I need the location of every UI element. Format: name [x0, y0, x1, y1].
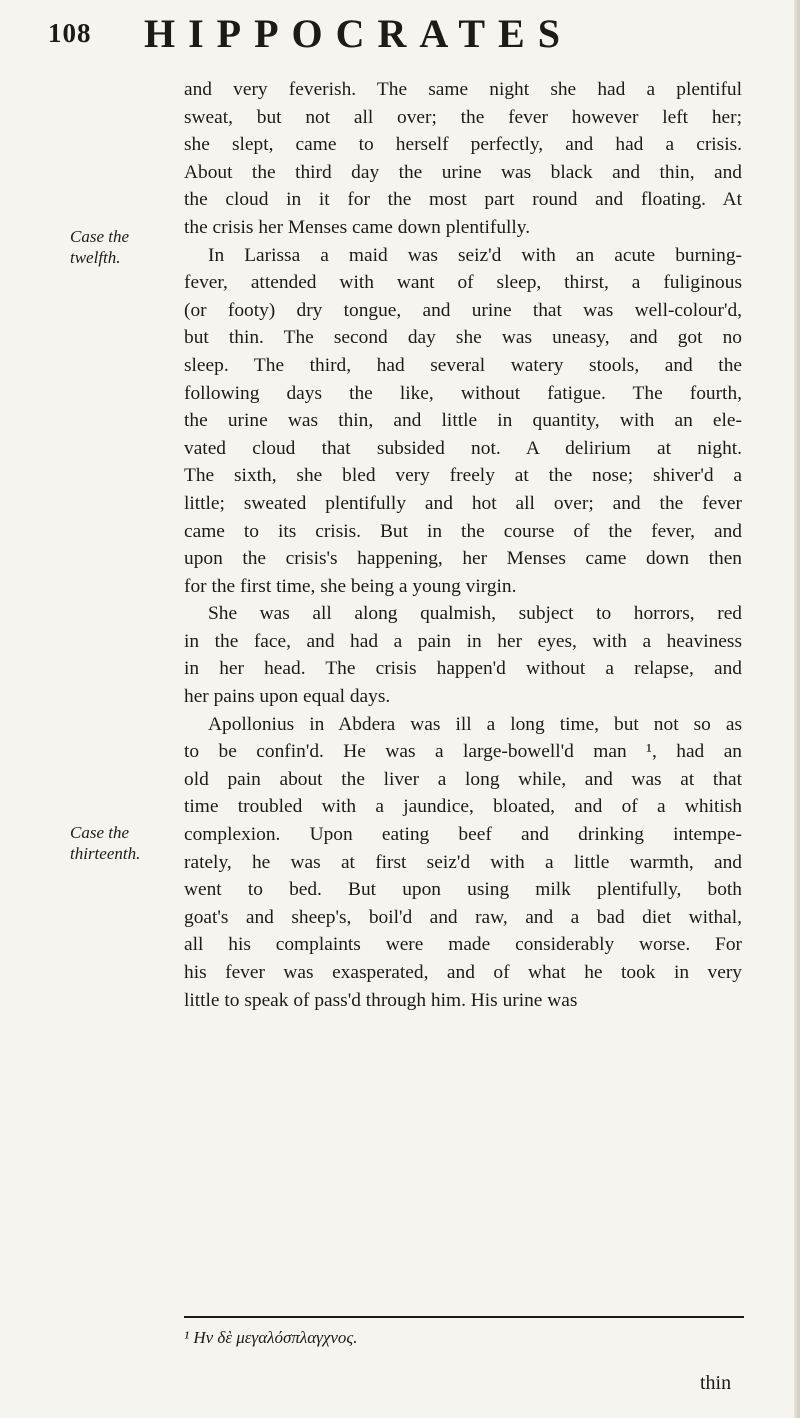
text-line: goat's and sheep's, boil'd and raw, and a bad diet withal, — [184, 906, 742, 928]
text-line: in the face, and had a pain in her eyes, with a heaviness — [184, 630, 742, 652]
text-line: In Larissa a maid was seiz'd with an acute burning- — [208, 244, 742, 266]
text-line: Apollonius in Abdera was ill a long time, but not so as — [208, 713, 742, 735]
text-line: the cloud in it for the most part round and floating. At — [184, 189, 742, 211]
text-line: upon the crisis's happening, her Menses came down then — [184, 548, 742, 570]
text-line: her pains upon equal days. — [184, 686, 391, 708]
footnote-rule — [184, 1316, 744, 1318]
text-line: time troubled with a jaundice, bloated, and of a whitish — [184, 796, 742, 818]
text-line: in her head. The crisis happen'd without a relapse, and — [184, 658, 742, 680]
text-line: and very feverish. The same night she had a plentiful — [184, 79, 742, 100]
paragraph — [184, 242, 742, 601]
margin-note-line: thirteenth. — [70, 844, 141, 863]
footnote: ¹ Hν δὲ μεγαλόσπλαγχνος. — [184, 1328, 358, 1347]
text-line: vated cloud that subsided not. A delirium at night. — [184, 437, 742, 459]
page-number: 108 — [48, 18, 92, 48]
text-line: She was all along qualmish, subject to horrors, red — [208, 603, 742, 625]
text-line: to be confin'd. He was a large-bowell'd man ¹, had an — [184, 741, 742, 763]
page-header — [48, 6, 768, 56]
text-line: but thin. The second day she was uneasy, and got no — [184, 327, 742, 349]
running-title: HIPPOCRATES — [144, 11, 573, 56]
text-line: all his complaints were made considerably worse. For — [184, 934, 742, 956]
text-line: (or footy) dry tongue, and urine that was well-colour'd, — [184, 299, 742, 321]
margin-note-line: twelfth. — [70, 248, 121, 267]
text-line: little to speak of pass'd through him. His urine was — [184, 989, 578, 1011]
text-line: for the first time, she being a young virgin. — [184, 575, 517, 597]
margin-note-line: Case the — [70, 823, 130, 842]
text-line: The sixth, she bled very freely at the nose; shiver'd a — [184, 465, 742, 487]
text-line: complexion. Upon eating beef and drinking intempe- — [184, 824, 742, 846]
catchword: thin — [700, 1372, 732, 1394]
text-line: sweat, but not all over; the fever however left her; — [184, 106, 742, 128]
paragraph — [184, 76, 742, 242]
text-line: went to bed. But upon using milk plentifully, both — [184, 879, 742, 901]
page-edge — [794, 0, 800, 1418]
body-text — [184, 76, 742, 1014]
text-line: little; sweated plentifully and hot all over; and the fever — [184, 492, 742, 514]
paragraph — [184, 600, 742, 710]
text-line: came to its crisis. But in the course of the fever, and — [184, 520, 742, 542]
text-line: sleep. The third, had several watery stools, and the — [184, 354, 742, 376]
text-line: following days the like, without fatigue. The fourth, — [184, 382, 742, 404]
text-line: old pain about the liver a long while, and was at that — [184, 768, 742, 790]
text-line: she slept, came to herself perfectly, and had a crisis. — [184, 134, 742, 156]
paragraph — [184, 711, 742, 1015]
text-line: the urine was thin, and little in quantity, with an ele- — [184, 410, 742, 432]
text-line: fever, attended with want of sleep, thirst, a fuliginous — [184, 272, 742, 294]
text-line: the crisis her Menses came down plentifully. — [184, 216, 531, 238]
text-line: rately, he was at first seiz'd with a little warmth, and — [184, 851, 742, 873]
margin-note-line: Case the — [70, 227, 130, 246]
text-line: About the third day the urine was black and thin, and — [184, 161, 742, 183]
margin-note-case-thirteenth — [70, 822, 180, 864]
margin-note-case-twelfth — [70, 226, 180, 268]
text-line: his fever was exasperated, and of what he took in very — [184, 962, 742, 983]
